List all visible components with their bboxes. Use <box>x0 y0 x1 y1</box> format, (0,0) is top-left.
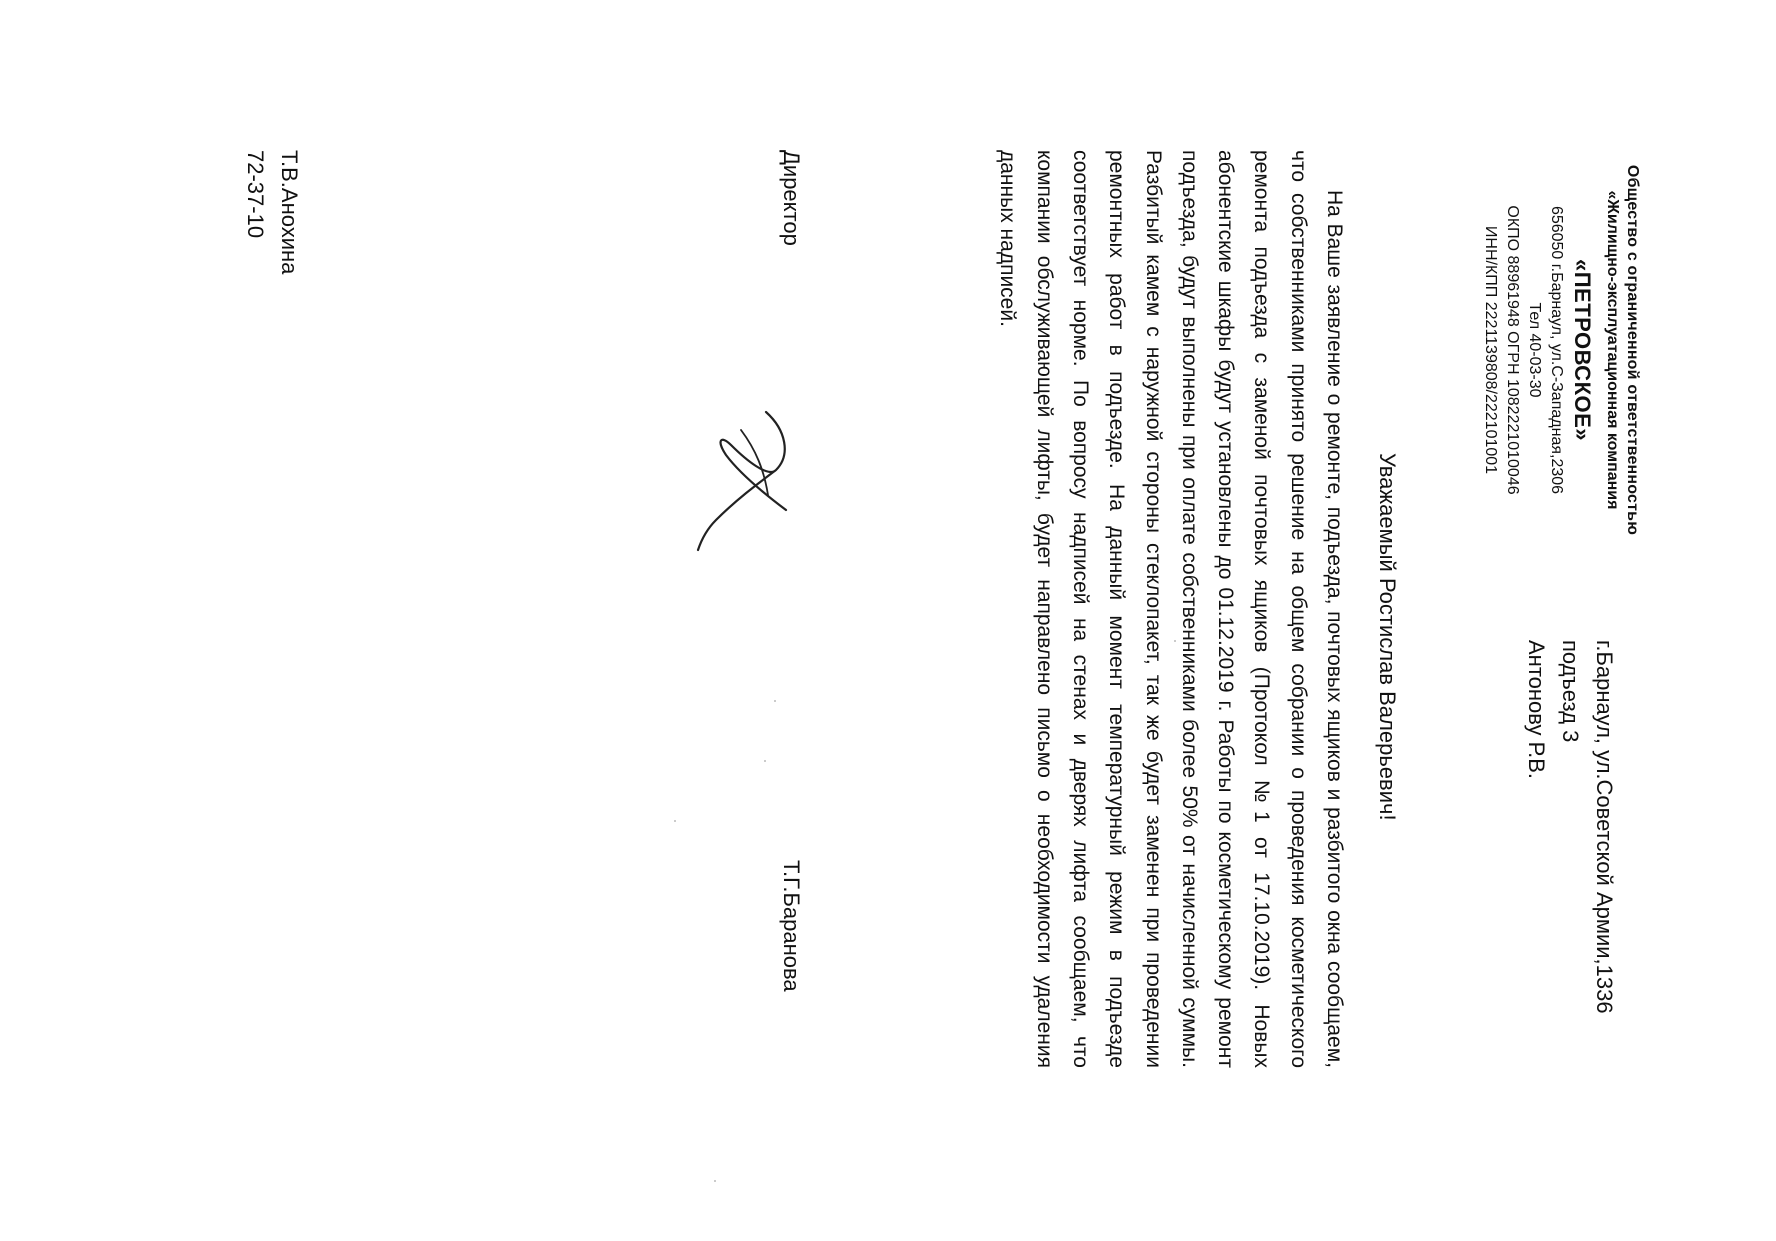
company-inn-kpp: ИНН/КПП 2221139808/222101001 <box>1482 225 1499 475</box>
scan-speck <box>764 760 766 762</box>
signer-name: Т.Г.Баранова <box>779 860 804 992</box>
scan-speck <box>674 820 676 822</box>
recipient-name: Антонову Р.В. <box>1524 640 1549 780</box>
recipient-entrance: подъезд 3 <box>1558 640 1583 743</box>
scan-speck <box>774 700 776 702</box>
letter-body: На Ваше заявление о ремонте, подъезда, почтовых ящиков и разбитого окна сообщаем, что собственниками принято решение на общем собрании о проведения косметического ремонта подъезда с заменой почтовых ящиков (Протокол №1 от 17.10.2019). Новых абонентские шкафы будут установлены до 01.12.2019 г. Работы по косметическому ремонт подъезда, будут выполнены при оплате собственниками более 50% от начисленной суммы. Разбитый камем с наружной стороны стеклопакет, так же будет заменен при проведении ремонтных работ в подъезде. На данный момент температурный режим в подъезде соответствует норме. По вопросу надписей на стенах и дверях лифта сообщаем, что компании обслуживающей лифты, будет направлено письмо о необходимости удаления данных надписей. <box>996 150 1346 1068</box>
executor-name: Т.В.Анохина <box>277 150 302 275</box>
company-phone: Тел 40-03-30 <box>1526 302 1543 398</box>
scan-speck <box>1174 640 1176 642</box>
company-type: «Жилищно-эксплуатационная компания <box>1604 190 1621 510</box>
company-okpo-ogrn: ОКПО 88961948 ОГРН 1082221010046 <box>1504 205 1521 495</box>
greeting: Уважаемый Ростислав Валерьевич! <box>1375 453 1400 821</box>
company-header <box>1481 150 1641 550</box>
signature-row <box>656 150 816 1050</box>
handwritten-signature <box>686 400 826 560</box>
executor-block <box>238 150 306 274</box>
company-address: 656050 г.Барнаул, ул.С-Западная,2306 <box>1548 205 1565 495</box>
company-legal-form: Общество с ограниченной ответственностью <box>1624 164 1641 536</box>
scan-speck <box>714 1180 716 1182</box>
recipient-address: г.Барнаул, ул.Советской Армии,1336 <box>1592 640 1617 1014</box>
recipient-block <box>1519 640 1621 1014</box>
signer-position: Директор <box>779 150 804 246</box>
company-name: «ПЕТРОВСКОЕ» <box>1570 258 1595 442</box>
executor-phone: 72-37-10 <box>243 150 268 239</box>
